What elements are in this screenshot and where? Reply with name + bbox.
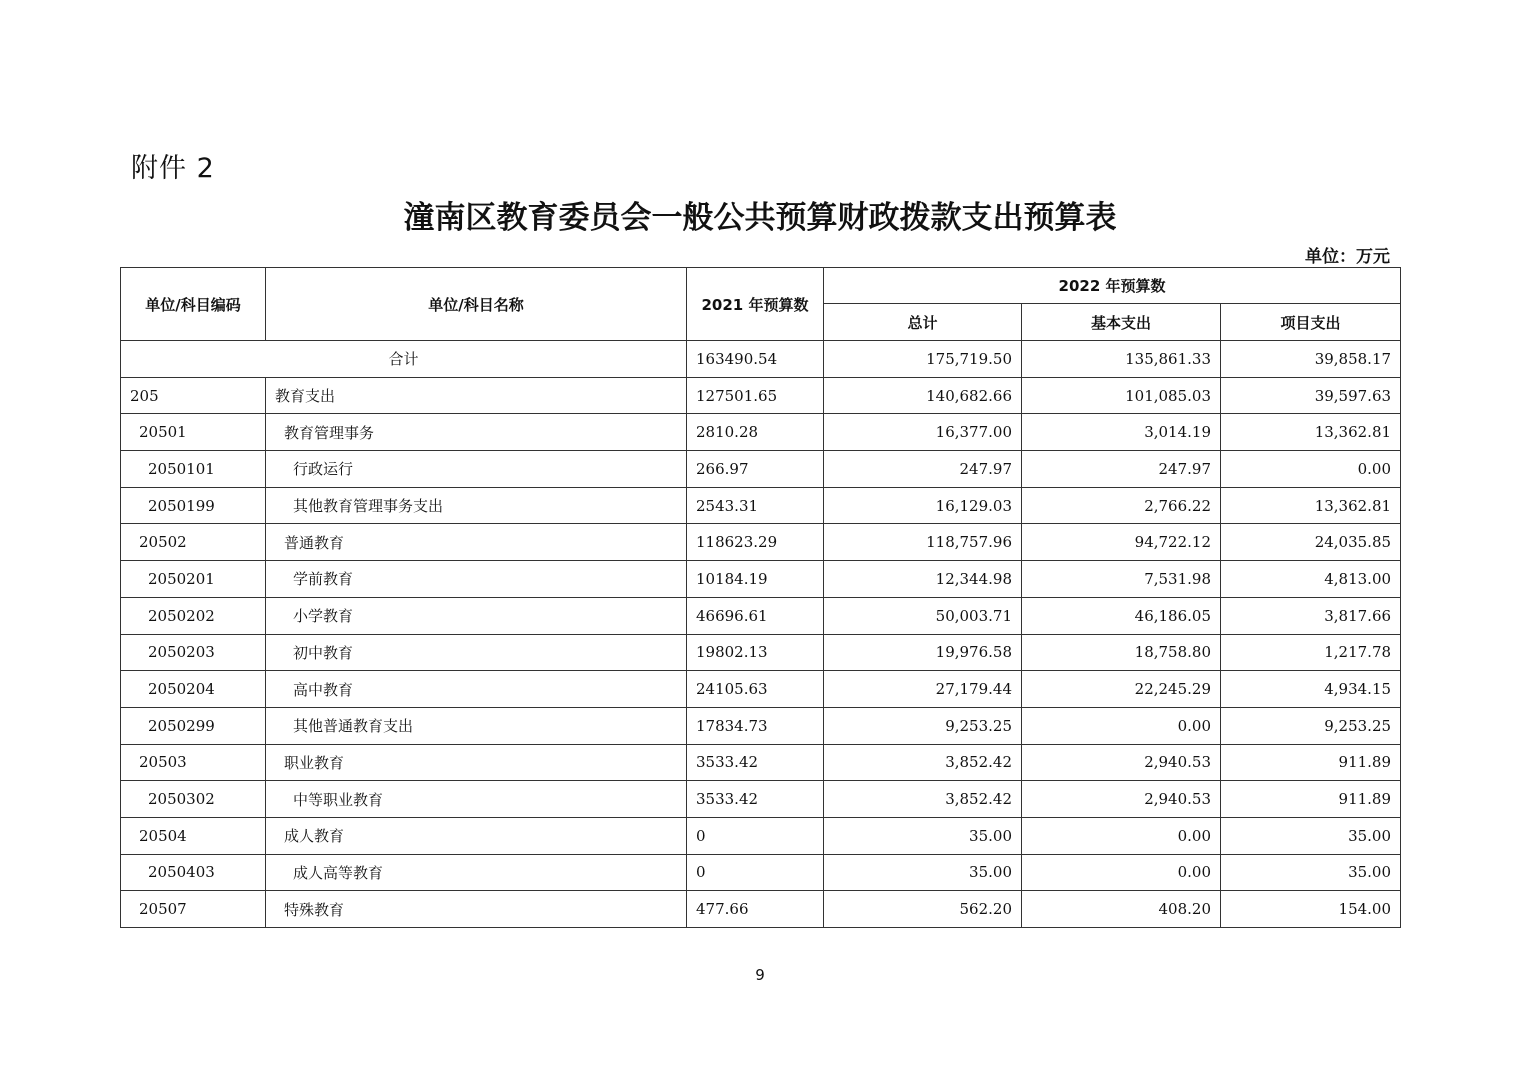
cell-name: 中等职业教育: [266, 781, 687, 818]
cell-code: 2050203: [121, 634, 266, 671]
cell-total: 140,682.66: [824, 377, 1022, 414]
table-row: [121, 634, 1401, 671]
cell-basic: 94,722.12: [1022, 524, 1221, 561]
table-row: [121, 487, 1401, 524]
cell-total: 35.00: [824, 854, 1022, 891]
cell-code: 2050101: [121, 451, 266, 488]
cell-name: 普通教育: [266, 524, 687, 561]
cell-basic: 101,085.03: [1022, 377, 1221, 414]
cell-code: 2050201: [121, 561, 266, 598]
header-budget-2022: 2022 年预算数: [824, 268, 1401, 304]
header-total: 总计: [824, 304, 1022, 341]
cell-basic: 46,186.05: [1022, 597, 1221, 634]
cell-project: 13,362.81: [1221, 487, 1401, 524]
cell-code: 2050202: [121, 597, 266, 634]
cell-name: 成人教育: [266, 817, 687, 854]
cell-total: 16,129.03: [824, 487, 1022, 524]
cell-name: 其他教育管理事务支出: [266, 487, 687, 524]
cell-name: 教育管理事务: [266, 414, 687, 451]
cell-total: 50,003.71: [824, 597, 1022, 634]
cell-budget-2021: 19802.13: [687, 634, 824, 671]
cell-budget-2021: 3533.42: [687, 781, 824, 818]
cell-basic: 2,766.22: [1022, 487, 1221, 524]
total-project: 39,858.17: [1221, 341, 1401, 378]
cell-project: 24,035.85: [1221, 524, 1401, 561]
header-row-1: [121, 268, 1401, 304]
cell-name: 职业教育: [266, 744, 687, 781]
cell-budget-2021: 2543.31: [687, 487, 824, 524]
cell-basic: 0.00: [1022, 707, 1221, 744]
cell-name: 行政运行: [266, 451, 687, 488]
cell-total: 35.00: [824, 817, 1022, 854]
cell-basic: 247.97: [1022, 451, 1221, 488]
cell-budget-2021: 266.97: [687, 451, 824, 488]
cell-total: 3,852.42: [824, 744, 1022, 781]
cell-total: 27,179.44: [824, 671, 1022, 708]
budget-table: [120, 267, 1401, 928]
total-basic: 135,861.33: [1022, 341, 1221, 378]
cell-budget-2021: 3533.42: [687, 744, 824, 781]
cell-total: 247.97: [824, 451, 1022, 488]
table-row: [121, 817, 1401, 854]
total-label: 合计: [121, 341, 687, 378]
cell-basic: 2,940.53: [1022, 744, 1221, 781]
cell-total: 562.20: [824, 891, 1022, 928]
cell-name: 教育支出: [266, 377, 687, 414]
cell-code: 20504: [121, 817, 266, 854]
cell-project: 35.00: [1221, 817, 1401, 854]
total-row: [121, 341, 1401, 378]
cell-code: 20501: [121, 414, 266, 451]
cell-project: 4,934.15: [1221, 671, 1401, 708]
cell-total: 16,377.00: [824, 414, 1022, 451]
cell-total: 9,253.25: [824, 707, 1022, 744]
cell-project: 9,253.25: [1221, 707, 1401, 744]
cell-basic: 22,245.29: [1022, 671, 1221, 708]
cell-name: 成人高等教育: [266, 854, 687, 891]
table-row: [121, 891, 1401, 928]
page-title: 潼南区教育委员会一般公共预算财政拨款支出预算表: [403, 200, 1117, 236]
cell-name: 其他普通教育支出: [266, 707, 687, 744]
cell-code: 2050302: [121, 781, 266, 818]
cell-project: 35.00: [1221, 854, 1401, 891]
cell-budget-2021: 477.66: [687, 891, 824, 928]
header-basic: 基本支出: [1022, 304, 1221, 341]
cell-budget-2021: 127501.65: [687, 377, 824, 414]
cell-project: 911.89: [1221, 781, 1401, 818]
cell-name: 小学教育: [266, 597, 687, 634]
table-row: [121, 854, 1401, 891]
cell-basic: 408.20: [1022, 891, 1221, 928]
cell-budget-2021: 46696.61: [687, 597, 824, 634]
cell-code: 2050199: [121, 487, 266, 524]
cell-budget-2021: 0: [687, 817, 824, 854]
cell-basic: 0.00: [1022, 817, 1221, 854]
total-total: 175,719.50: [824, 341, 1022, 378]
header-budget-2021: 2021 年预算数: [687, 268, 824, 341]
cell-budget-2021: 10184.19: [687, 561, 824, 598]
cell-total: 3,852.42: [824, 781, 1022, 818]
cell-name: 特殊教育: [266, 891, 687, 928]
table-row: [121, 671, 1401, 708]
cell-name: 高中教育: [266, 671, 687, 708]
cell-code: 205: [121, 377, 266, 414]
cell-project: 39,597.63: [1221, 377, 1401, 414]
table-row: [121, 781, 1401, 818]
table-row: [121, 744, 1401, 781]
cell-budget-2021: 2810.28: [687, 414, 824, 451]
cell-budget-2021: 118623.29: [687, 524, 824, 561]
total-budget-2021: 163490.54: [687, 341, 824, 378]
cell-budget-2021: 24105.63: [687, 671, 824, 708]
cell-code: 2050403: [121, 854, 266, 891]
header-name: 单位/科目名称: [266, 268, 687, 341]
table-row: [121, 524, 1401, 561]
header-project: 项目支出: [1221, 304, 1401, 341]
cell-code: 20502: [121, 524, 266, 561]
unit-label: 单位：万元: [1305, 247, 1390, 267]
cell-basic: 3,014.19: [1022, 414, 1221, 451]
cell-total: 12,344.98: [824, 561, 1022, 598]
cell-project: 0.00: [1221, 451, 1401, 488]
cell-project: 13,362.81: [1221, 414, 1401, 451]
cell-code: 2050204: [121, 671, 266, 708]
table-row: [121, 597, 1401, 634]
cell-total: 19,976.58: [824, 634, 1022, 671]
cell-project: 154.00: [1221, 891, 1401, 928]
cell-basic: 2,940.53: [1022, 781, 1221, 818]
cell-code: 20507: [121, 891, 266, 928]
header-code: 单位/科目编码: [121, 268, 266, 341]
cell-name: 初中教育: [266, 634, 687, 671]
cell-code: 20503: [121, 744, 266, 781]
cell-total: 118,757.96: [824, 524, 1022, 561]
table-row: [121, 707, 1401, 744]
cell-project: 4,813.00: [1221, 561, 1401, 598]
cell-basic: 18,758.80: [1022, 634, 1221, 671]
table-row: [121, 451, 1401, 488]
cell-basic: 0.00: [1022, 854, 1221, 891]
cell-budget-2021: 17834.73: [687, 707, 824, 744]
cell-budget-2021: 0: [687, 854, 824, 891]
table-row: [121, 561, 1401, 598]
cell-basic: 7,531.98: [1022, 561, 1221, 598]
table-row: [121, 377, 1401, 414]
cell-name: 学前教育: [266, 561, 687, 598]
cell-project: 3,817.66: [1221, 597, 1401, 634]
table-row: [121, 414, 1401, 451]
cell-project: 1,217.78: [1221, 634, 1401, 671]
cell-code: 2050299: [121, 707, 266, 744]
attachment-label: 附件 2: [131, 153, 215, 184]
page-number: 9: [755, 966, 765, 984]
cell-project: 911.89: [1221, 744, 1401, 781]
